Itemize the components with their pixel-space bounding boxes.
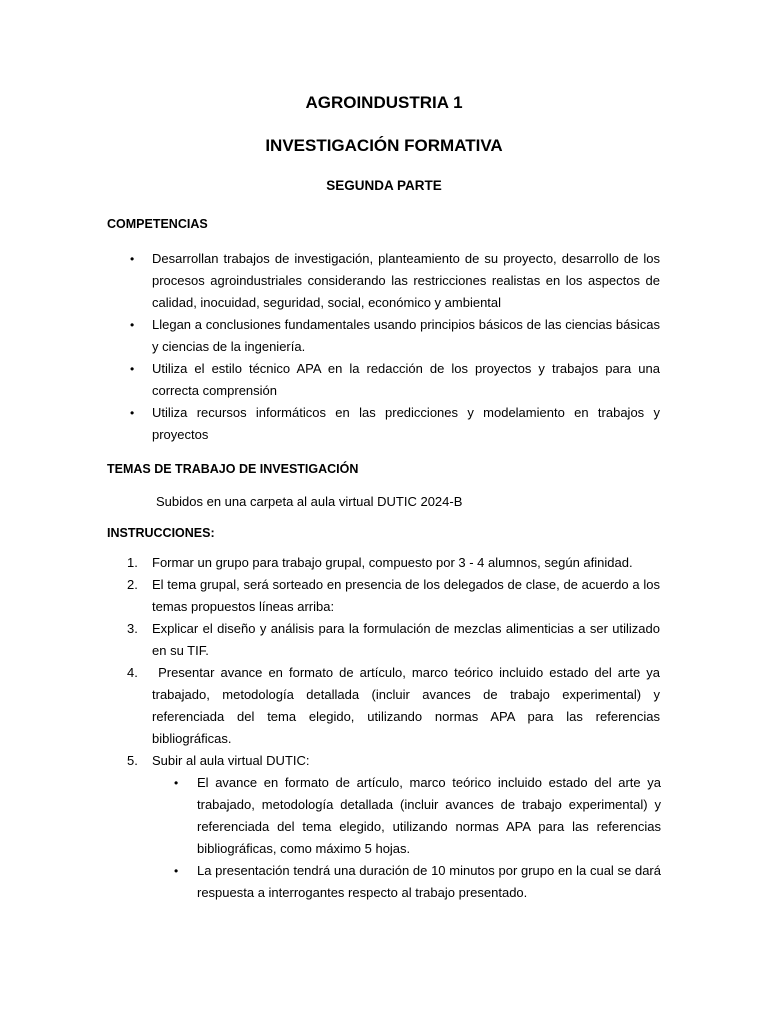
document-title: AGROINDUSTRIA 1	[305, 93, 463, 112]
instruccion-item: Subir al aula virtual DUTIC:	[152, 753, 310, 768]
bullet-icon: •	[174, 776, 179, 790]
bullet-icon: •	[174, 864, 179, 878]
instrucciones-heading: INSTRUCCIONES:	[107, 526, 215, 540]
competencia-item: Desarrollan trabajos de investigación, planteamiento de su proyecto, desarrollo de los procesos agroindustriales considerando las restricciones realistas en los aspectos de calidad, inocuidad, seguridad, social, económico y ambiental	[152, 251, 660, 310]
list-number: 2.	[127, 577, 138, 592]
document-subtitle: INVESTIGACIÓN FORMATIVA	[265, 136, 503, 155]
temas-text: Subidos en una carpeta al aula virtual DUTIC 2024-B	[156, 494, 463, 509]
instruccion-item: Explicar el diseño y análisis para la formulación de mezclas alimenticias a ser utilizado en su TIF.	[152, 621, 660, 658]
competencia-item: Llegan a conclusiones fundamentales usando principios básicos de las ciencias básicas y ciencias de la ingeniería.	[152, 317, 660, 354]
list-number: 4.	[127, 665, 138, 680]
bullet-icon: •	[130, 362, 135, 376]
competencias-heading: COMPETENCIAS	[107, 217, 208, 231]
competencia-item: Utiliza el estilo técnico APA en la redacción de los proyectos y trabajos para una correcta comprensión	[152, 361, 660, 398]
bullet-icon: •	[130, 406, 135, 420]
instruccion-item: El tema grupal, será sorteado en presencia de los delegados de clase, de acuerdo a los temas propuestos líneas arriba:	[152, 577, 660, 614]
instruccion-subitem: El avance en formato de artículo, marco teórico incluido estado del arte ya trabajado, metodología detallada (incluir avances de trabajo experimental) y referenciada del tema elegido, utilizando normas APA para las referencias bibliográficas, como máximo 5 hojas.	[197, 775, 661, 856]
instruccion-subitem: La presentación tendrá una duración de 10 minutos por grupo en la cual se dará respuesta a interrogantes respecto al trabajo presentado.	[197, 863, 661, 900]
list-number: 1.	[127, 555, 138, 570]
instruccion-item: Formar un grupo para trabajo grupal, compuesto por 3 - 4 alumnos, según afinidad.	[152, 555, 633, 570]
list-number: 5.	[127, 753, 138, 768]
document-part: SEGUNDA PARTE	[326, 178, 442, 193]
instruccion-item: Presentar avance en formato de artículo, marco teórico incluido estado del arte ya trabajado, metodología detallada (incluir avances de trabajo experimental) y referenciada del tema elegido, utilizando normas APA para las referencias bibliográficas.	[152, 665, 664, 746]
competencia-item: Utiliza recursos informáticos en las predicciones y modelamiento en trabajos y proyectos	[152, 405, 660, 442]
list-number: 3.	[127, 621, 138, 636]
temas-heading: TEMAS DE TRABAJO DE INVESTIGACIÓN	[107, 462, 359, 476]
bullet-icon: •	[130, 318, 135, 332]
bullet-icon: •	[130, 252, 135, 266]
